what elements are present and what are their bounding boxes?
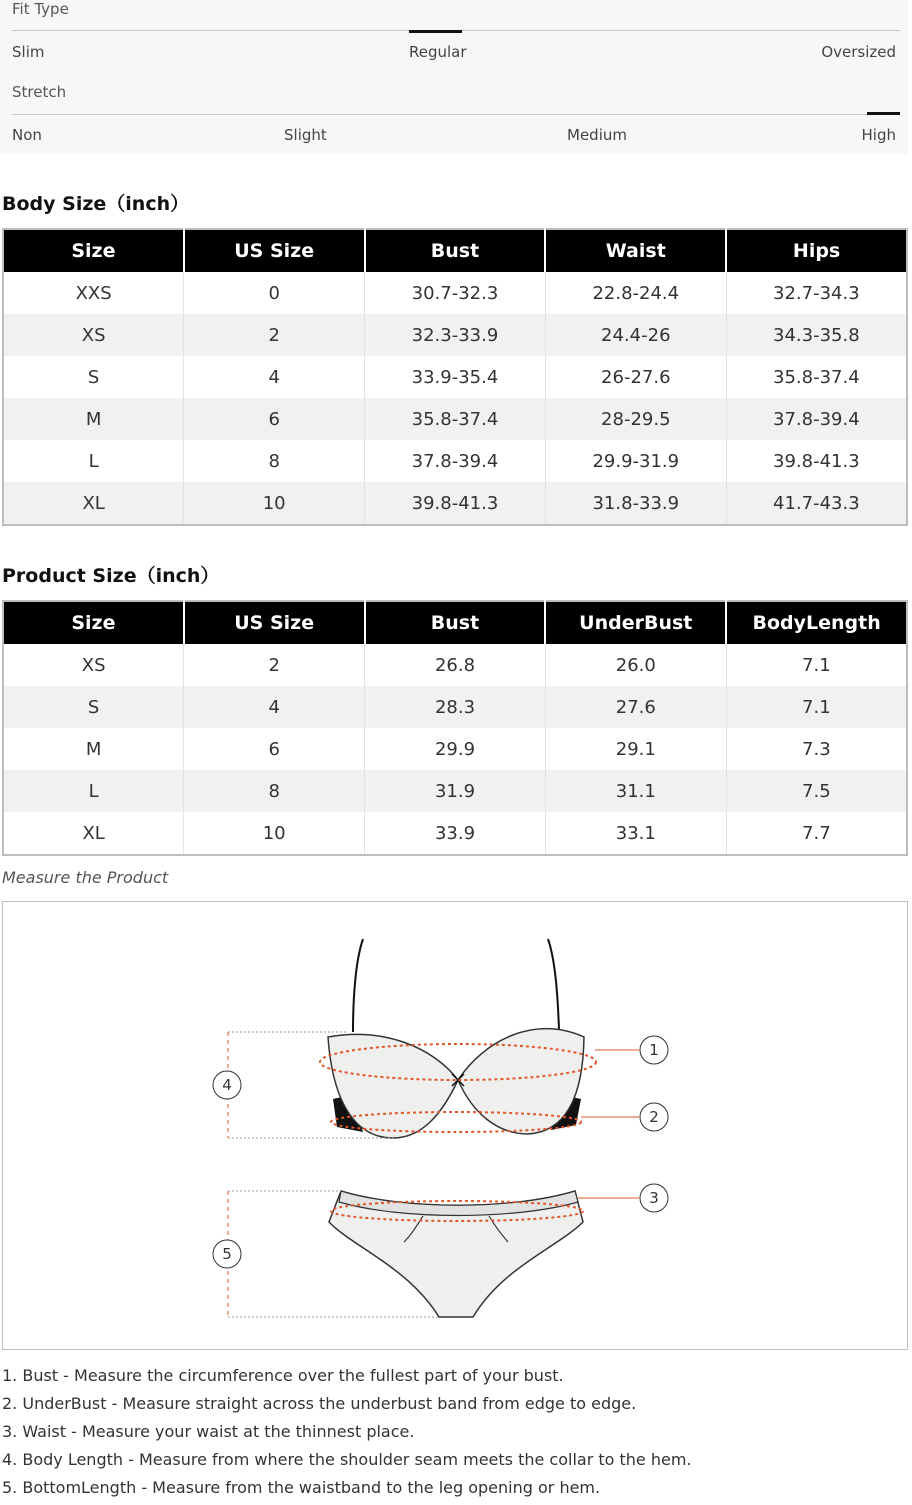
value-cell: 30.7-32.3	[365, 272, 546, 314]
value-cell: 37.8-39.4	[365, 440, 546, 482]
left-strap	[353, 939, 363, 1032]
fit-option-slim: Slim	[12, 43, 45, 61]
column-header: UnderBust	[545, 601, 726, 644]
value-cell: 6	[184, 728, 365, 770]
value-cell: 2	[184, 314, 365, 356]
size-cell: XL	[3, 482, 184, 525]
value-cell: 29.1	[545, 728, 726, 770]
marker-4-label: 4	[222, 1076, 232, 1094]
value-cell: 2	[184, 644, 365, 686]
fit-stretch-panel	[0, 0, 908, 154]
table-row	[3, 770, 907, 812]
value-cell: 7.5	[726, 770, 907, 812]
instruction-body-length: 4. Body Length - Measure from where the shoulder seam meets the collar to the hem.	[2, 1450, 692, 1469]
value-cell: 31.1	[545, 770, 726, 812]
value-cell: 33.9-35.4	[365, 356, 546, 398]
table-row	[3, 440, 907, 482]
value-cell: 10	[184, 812, 365, 855]
column-header: Size	[3, 601, 184, 644]
stretch-scale-line	[12, 114, 900, 115]
value-cell: 7.3	[726, 728, 907, 770]
value-cell: 28.3	[365, 686, 546, 728]
value-cell: 8	[184, 440, 365, 482]
measurement-instructions	[2, 1365, 908, 1505]
size-cell: S	[3, 686, 184, 728]
value-cell: 29.9	[365, 728, 546, 770]
value-cell: 8	[184, 770, 365, 812]
instruction-underbust: 2. UnderBust - Measure straight across the underbust band from edge to edge.	[2, 1394, 637, 1413]
table-header-row	[3, 229, 907, 272]
column-header: Bust	[365, 229, 546, 272]
value-cell: 26.0	[545, 644, 726, 686]
stretch-option-medium: Medium	[567, 126, 627, 144]
table-row	[3, 728, 907, 770]
instruction-bottom-length: 5. BottomLength - Measure from the waistband to the leg opening or hem.	[2, 1478, 601, 1497]
table-row	[3, 812, 907, 855]
stretch-selected-marker	[867, 112, 900, 115]
value-cell: 27.6	[545, 686, 726, 728]
value-cell: 34.3-35.8	[726, 314, 907, 356]
value-cell: 33.9	[365, 812, 546, 855]
table-row	[3, 356, 907, 398]
value-cell: 4	[184, 356, 365, 398]
value-cell: 7.1	[726, 686, 907, 728]
table-row	[3, 314, 907, 356]
value-cell: 32.3-33.9	[365, 314, 546, 356]
table-header-row	[3, 601, 907, 644]
value-cell: 7.7	[726, 812, 907, 855]
column-header: Bust	[365, 601, 546, 644]
instruction-bust: 1. Bust - Measure the circumference over the fullest part of your bust.	[2, 1366, 564, 1385]
value-cell: 35.8-37.4	[365, 398, 546, 440]
table-row	[3, 644, 907, 686]
size-cell: XS	[3, 644, 184, 686]
fit-option-regular: Regular	[409, 43, 467, 61]
value-cell: 26-27.6	[545, 356, 726, 398]
column-header: Waist	[545, 229, 726, 272]
value-cell: 6	[184, 398, 365, 440]
value-cell: 33.1	[545, 812, 726, 855]
value-cell: 7.1	[726, 644, 907, 686]
stretch-label: Stretch	[12, 83, 67, 101]
stretch-option-slight: Slight	[284, 126, 327, 144]
value-cell: 26.8	[365, 644, 546, 686]
column-header: US Size	[184, 601, 365, 644]
value-cell: 37.8-39.4	[726, 398, 907, 440]
table-row	[3, 686, 907, 728]
fit-option-oversized: Oversized	[821, 43, 896, 61]
right-strap	[548, 939, 559, 1030]
table-row	[3, 272, 907, 314]
instruction-waist: 3. Waist - Measure your waist at the thinnest place.	[2, 1422, 415, 1441]
size-cell: L	[3, 770, 184, 812]
body-size-title: Body Size（inch）	[2, 193, 190, 215]
value-cell: 4	[184, 686, 365, 728]
column-header: BodyLength	[726, 601, 907, 644]
table-row	[3, 482, 907, 525]
value-cell: 35.8-37.4	[726, 356, 907, 398]
marker-5-label: 5	[222, 1245, 232, 1263]
column-header: Size	[3, 229, 184, 272]
stretch-option-high: High	[861, 126, 896, 144]
value-cell: 28-29.5	[545, 398, 726, 440]
stretch-option-non: Non	[12, 126, 42, 144]
value-cell: 10	[184, 482, 365, 525]
marker-2-label: 2	[649, 1108, 659, 1126]
size-cell: XXS	[3, 272, 184, 314]
fit-type-label: Fit Type	[12, 0, 69, 18]
body-size-table	[2, 228, 908, 526]
measurement-diagram	[2, 901, 908, 1350]
column-header: US Size	[184, 229, 365, 272]
column-header: Hips	[726, 229, 907, 272]
product-size-table	[2, 600, 908, 856]
lingerie-illustration	[3, 902, 907, 1349]
size-cell: XL	[3, 812, 184, 855]
value-cell: 29.9-31.9	[545, 440, 726, 482]
marker-3-label: 3	[649, 1189, 659, 1207]
value-cell: 31.8-33.9	[545, 482, 726, 525]
value-cell: 24.4-26	[545, 314, 726, 356]
value-cell: 39.8-41.3	[726, 440, 907, 482]
product-size-title: Product Size（inch）	[2, 565, 220, 587]
size-cell: L	[3, 440, 184, 482]
value-cell: 39.8-41.3	[365, 482, 546, 525]
table-row	[3, 398, 907, 440]
value-cell: 22.8-24.4	[545, 272, 726, 314]
value-cell: 41.7-43.3	[726, 482, 907, 525]
fit-type-selected-marker	[409, 30, 462, 33]
size-cell: M	[3, 398, 184, 440]
size-cell: XS	[3, 314, 184, 356]
value-cell: 32.7-34.3	[726, 272, 907, 314]
size-cell: M	[3, 728, 184, 770]
marker-1-label: 1	[649, 1041, 659, 1059]
value-cell: 0	[184, 272, 365, 314]
size-cell: S	[3, 356, 184, 398]
measure-caption: Measure the Product	[2, 868, 169, 887]
value-cell: 31.9	[365, 770, 546, 812]
